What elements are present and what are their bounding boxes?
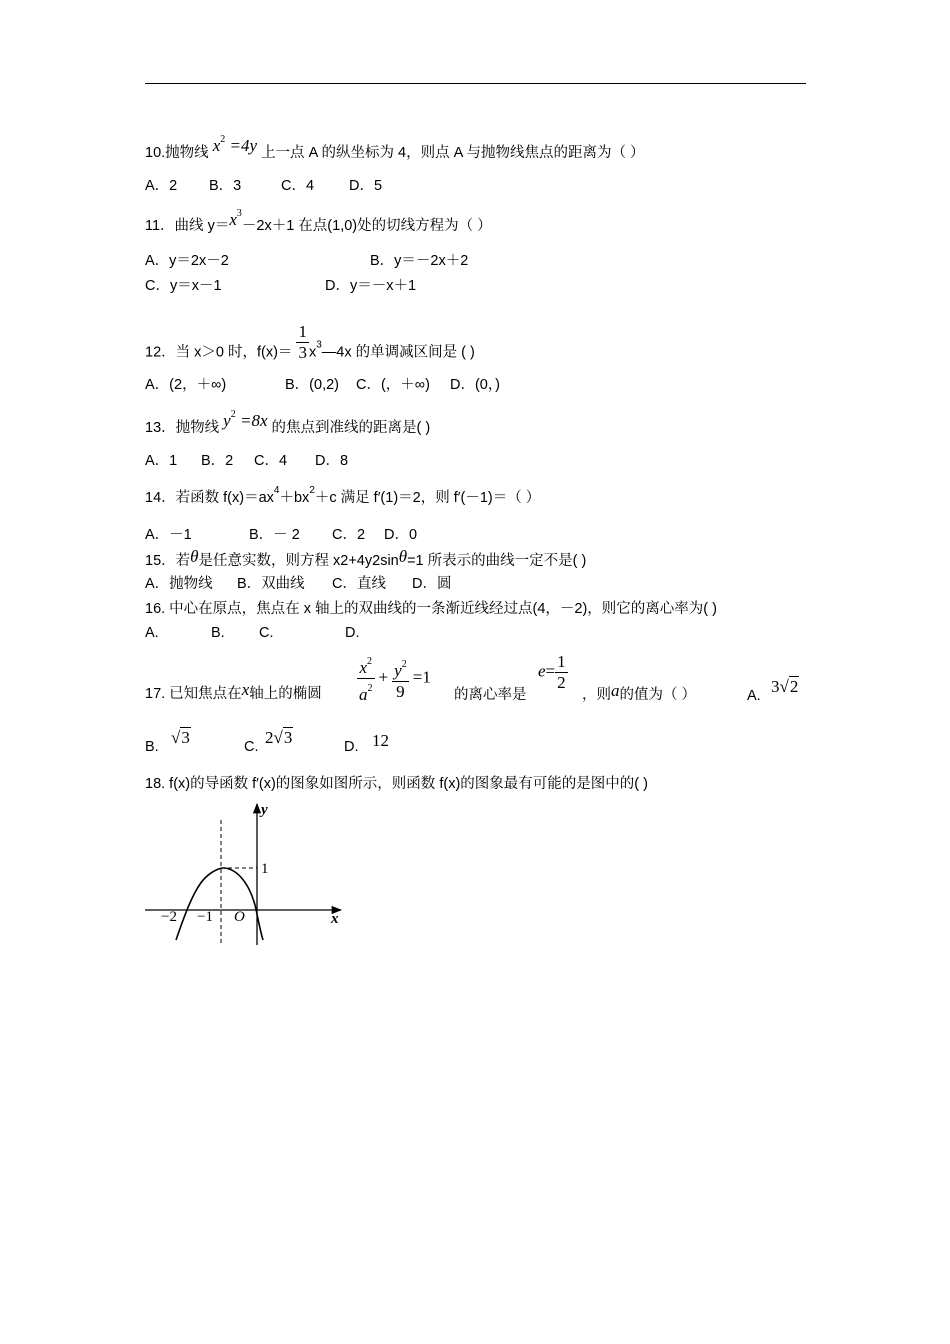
- q13-option-b: B．2: [201, 453, 234, 469]
- q17-var-a: a: [611, 681, 620, 700]
- q10-options: [145, 176, 382, 196]
- question-12: [145, 322, 475, 373]
- q11-option-b: B．y＝－2x＋2: [370, 253, 469, 269]
- q17-option-d-value: 12: [372, 731, 389, 750]
- question-11: [145, 209, 492, 236]
- q17-frac-y: $\frac{y^2}{9}$: [392, 655, 409, 702]
- q17-text-pre: 17. 已知焦点在: [145, 686, 242, 702]
- q17-text-post: 的值为（ ）: [619, 687, 697, 703]
- derivative-curve: [176, 868, 263, 940]
- q12-text-pre: 12．当 x＞0 时，f(x)＝: [145, 344, 293, 361]
- q15-options: [145, 574, 451, 594]
- q17-eq-one: =1: [412, 667, 431, 687]
- q14-exp2: 2: [309, 485, 315, 496]
- q17-option-d-label: D.: [344, 739, 359, 755]
- q14-text-post: ＋c 满足 f′(1)＝2，则 f′(－1)＝（ ）: [314, 490, 541, 506]
- header-rule: [145, 83, 806, 84]
- q16-option-a: A.: [145, 625, 159, 641]
- q12-option-a: A．(2，＋∞): [145, 377, 227, 393]
- q11-options-row1: [145, 251, 468, 271]
- q13-option-c: C．4: [254, 453, 288, 469]
- q15-option-b: B．双曲线: [237, 576, 305, 592]
- q17-option-b-label: B.: [145, 739, 159, 755]
- q10-option-d: D．5: [349, 178, 383, 194]
- q10-option-c: C．4: [281, 178, 315, 194]
- q15-text-pre: 15．若: [145, 553, 191, 569]
- q11-option-c: C．y＝x－1: [145, 278, 222, 294]
- q12-fraction: $\frac{1}{3}$: [298, 322, 307, 362]
- q11-option-d: D．y＝－x＋1: [325, 278, 417, 294]
- x-axis-label: x: [331, 911, 339, 927]
- q17-eccentricity: e= $\frac{1}{2}$: [538, 652, 566, 692]
- q13-option-d: D．8: [315, 453, 349, 469]
- q17-option-b-value: √3: [171, 728, 190, 747]
- question-16: [145, 599, 717, 619]
- q13-text-pre: 13．抛物线: [145, 420, 220, 436]
- derivative-graph: [143, 800, 353, 950]
- tick-label-1: 1: [261, 861, 269, 877]
- q17-text-mid3: ，则: [582, 687, 611, 703]
- q14-exp1: 4: [273, 485, 280, 496]
- q10-text-pre: 抛物线: [165, 145, 209, 161]
- q10-equation: $x^2 =4y$: [212, 134, 258, 155]
- q17-text-mid2: 的离心率是: [454, 687, 527, 703]
- q11-power: $x^3$: [229, 208, 242, 229]
- q14-options: [145, 525, 417, 545]
- q12-option-d: D．(0，): [450, 377, 500, 393]
- q13-options: [145, 451, 348, 471]
- q16-option-b: B.: [211, 625, 225, 641]
- q15-text-post: =1 所表示的曲线一定不是( ): [407, 553, 587, 569]
- q11-options-row2: [145, 276, 416, 296]
- q17-var-x: x: [241, 680, 250, 699]
- q10-option-a: A．2: [145, 178, 178, 194]
- q16-options: [145, 623, 360, 643]
- q12-var: x: [308, 344, 317, 361]
- q15-theta-1: θ: [190, 547, 199, 566]
- q17-option-a-label: A.: [747, 688, 761, 704]
- q17-option-c-label: C.: [244, 739, 259, 755]
- q10-number: 10.: [145, 145, 166, 161]
- question-18: [145, 774, 648, 794]
- q11-text-pre: 11．曲线 y＝: [145, 218, 230, 234]
- origin-label: O: [234, 909, 245, 925]
- question-14: [145, 481, 540, 508]
- q12-option-c: C．(，＋∞): [356, 377, 430, 393]
- q15-option-d: D．圆: [412, 576, 452, 592]
- q16-option-c: C.: [259, 625, 274, 641]
- q17-ellipse-equation: [357, 652, 431, 705]
- y-axis-label: y: [261, 802, 268, 818]
- question-10: [145, 136, 645, 163]
- q15-text-mid: 是任意实数，则方程 x2+4y2sin: [198, 553, 399, 569]
- q12-option-b: B．(0,2): [285, 377, 339, 393]
- q17-frac-x: $\frac{x^2}{a^2}$: [357, 652, 375, 705]
- q12-options: [145, 375, 500, 395]
- q12-exp: 3: [316, 339, 322, 351]
- q18-text: 18. f(x)的导函数 f′(x)的图象如图所示，则函数 f(x)的图象最有可能的是图中的( ): [145, 776, 648, 792]
- q14-option-d: D．0: [384, 527, 418, 543]
- q15-option-a: A．抛物线: [145, 576, 213, 592]
- question-13: [145, 411, 430, 438]
- q17-text-post-group: [582, 681, 697, 705]
- q11-text-post: －2x＋1 在点(1,0)处的切线方程为（ ）: [241, 218, 492, 234]
- q17-plus: +: [378, 667, 389, 687]
- q14-option-a: A．－1: [145, 527, 192, 543]
- q13-option-a: A．1: [145, 453, 178, 469]
- q10-option-b: B．3: [209, 178, 242, 194]
- q14-option-c: C．2: [332, 527, 366, 543]
- q12-text-post: —4x 的单调减区间是 ( ): [321, 344, 475, 361]
- q17-text-pre-group: [145, 680, 322, 704]
- q15-option-c: C．直线: [332, 576, 386, 592]
- q14-option-b: B．－ 2: [249, 527, 300, 543]
- q14-text-pre: 14．若函数 f(x)＝ax: [145, 490, 274, 506]
- q11-option-a: A．y＝2x－2: [145, 253, 229, 269]
- tick-label-neg1: −1: [197, 909, 213, 925]
- q16-option-d: D.: [345, 625, 360, 641]
- q10-text-post: 上一点 A 的纵坐标为 4，则点 A 与抛物线焦点的距离为（ ）: [261, 145, 645, 161]
- q17-option-c-value: 2√3: [265, 728, 293, 747]
- tick-label-neg2: −2: [161, 909, 177, 925]
- q15-theta-2: θ: [398, 547, 408, 566]
- question-15: [145, 547, 587, 571]
- q14-text-mid: ＋bx: [279, 490, 310, 506]
- q17-option-a-value: 3√2: [771, 677, 799, 696]
- q13-equation: $y^2 =8x$: [223, 409, 268, 430]
- q17-text-mid1: 轴上的椭圆: [249, 686, 322, 702]
- q13-text-post: 的焦点到准线的距离是( ): [271, 420, 431, 436]
- q16-text: 16. 中心在原点，焦点在 x 轴上的双曲线的一条渐近线经过点(4，－2)，则它的离心率为( ): [145, 601, 717, 617]
